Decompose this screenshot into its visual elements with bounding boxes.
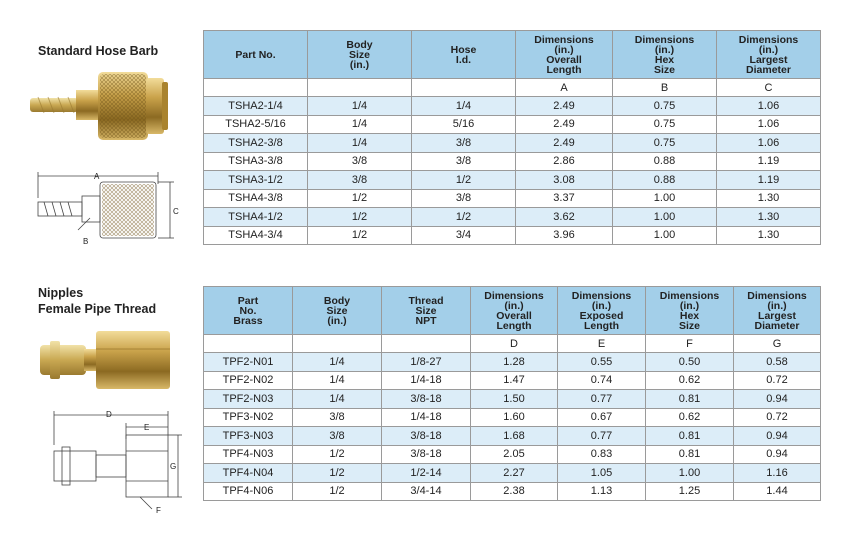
table-cell: 3.62: [516, 208, 613, 227]
table-row: [204, 97, 821, 116]
table-row: [204, 208, 821, 227]
table-cell: 3/4-14: [382, 482, 471, 501]
table-cell: 1.28: [471, 353, 558, 372]
section1-title: Standard Hose Barb: [38, 44, 159, 58]
part-number-cell: TSHA2-3/8: [204, 134, 308, 153]
dimension-letter-cell: D: [471, 335, 558, 353]
table-cell: 0.81: [646, 390, 734, 409]
table-cell: 1.50: [471, 390, 558, 409]
dimension-letter-cell: F: [646, 335, 734, 353]
dimension-letter-row: [204, 335, 821, 353]
table-cell: 1.06: [717, 134, 821, 153]
table-cell: 3/8: [293, 427, 382, 446]
table-cell: 0.62: [646, 371, 734, 390]
table-row: [204, 408, 821, 427]
table-row: [204, 226, 821, 245]
table-cell: 3/8: [308, 152, 412, 171]
dim-label-b: B: [83, 237, 89, 246]
table-cell: 1.00: [613, 226, 717, 245]
table-cell: 3/8-18: [382, 445, 471, 464]
dim-label-a: A: [94, 172, 100, 181]
table-row: [204, 464, 821, 483]
dimension-letter-cell: [412, 79, 516, 97]
col-header-thread-size: Thread Size NPT: [382, 287, 471, 335]
table-cell: 3/8: [293, 408, 382, 427]
table-cell: 1/2: [308, 208, 412, 227]
part-number-cell: TPF2-N03: [204, 390, 293, 409]
dim-label-e: E: [144, 423, 150, 432]
table-cell: 1/4: [308, 134, 412, 153]
dimension-letter-cell: [204, 79, 308, 97]
table-cell: 1/4: [412, 97, 516, 116]
table-cell: 1/2: [293, 482, 382, 501]
table-row: [204, 134, 821, 153]
table-cell: 0.75: [613, 134, 717, 153]
table-cell: 0.94: [734, 390, 821, 409]
col-header-body-size: Body Size (in.): [308, 31, 412, 79]
table-cell: 1/4: [308, 115, 412, 134]
table-cell: 0.74: [558, 371, 646, 390]
part-number-cell: TPF3-N02: [204, 408, 293, 427]
table-row: [204, 353, 821, 372]
part-number-cell: TPF4-N06: [204, 482, 293, 501]
part-number-cell: TSHA3-3/8: [204, 152, 308, 171]
table-row: [204, 371, 821, 390]
part-number-cell: TPF4-N03: [204, 445, 293, 464]
section2-title-line1: Nipples: [38, 286, 84, 300]
table-row: [204, 427, 821, 446]
table-cell: 1/8-27: [382, 353, 471, 372]
part-number-cell: TPF2-N02: [204, 371, 293, 390]
table-cell: 2.49: [516, 115, 613, 134]
table-row: [204, 390, 821, 409]
table-cell: 3.37: [516, 189, 613, 208]
table-cell: 1.30: [717, 208, 821, 227]
col-header-largest-diameter: Dimensions (in.) Largest Diameter: [717, 31, 821, 79]
table-cell: 1.30: [717, 189, 821, 208]
table-row: [204, 482, 821, 501]
table-cell: 1/4: [293, 353, 382, 372]
table-cell: 1.05: [558, 464, 646, 483]
table-cell: 0.62: [646, 408, 734, 427]
table-cell: 3/8-18: [382, 390, 471, 409]
table-cell: 1.25: [646, 482, 734, 501]
table-cell: 1.13: [558, 482, 646, 501]
col-header-overall-length: Dimensions (in.) Overall Length: [471, 287, 558, 335]
table-cell: 0.94: [734, 445, 821, 464]
table-cell: 3/8: [412, 152, 516, 171]
table-cell: 1.30: [717, 226, 821, 245]
table-cell: 1.00: [613, 189, 717, 208]
table-cell: 1.60: [471, 408, 558, 427]
table-cell: 0.72: [734, 371, 821, 390]
table-cell: 1/2-14: [382, 464, 471, 483]
part-number-cell: TSHA4-3/8: [204, 189, 308, 208]
table-cell: 3/8: [308, 171, 412, 190]
table-cell: 1/2: [412, 208, 516, 227]
nipple-dimension-drawing: [40, 405, 190, 517]
table-cell: 3.96: [516, 226, 613, 245]
table-cell: 0.72: [734, 408, 821, 427]
table-cell: 2.49: [516, 97, 613, 116]
col-header-part-no-brass: Part No. Brass: [204, 287, 293, 335]
table-cell: 1/4: [293, 390, 382, 409]
part-number-cell: TSHA2-5/16: [204, 115, 308, 134]
part-number-cell: TPF3-N03: [204, 427, 293, 446]
dimension-letter-cell: E: [558, 335, 646, 353]
col-header-hex-size: Dimensions (in.) Hex Size: [613, 31, 717, 79]
table-cell: 1.06: [717, 97, 821, 116]
table-cell: 0.81: [646, 445, 734, 464]
col-header-body-size: Body Size (in.): [293, 287, 382, 335]
table-cell: 2.86: [516, 152, 613, 171]
dimension-letter-cell: C: [717, 79, 821, 97]
part-number-cell: TSHA4-3/4: [204, 226, 308, 245]
dim-label-c: C: [173, 207, 179, 216]
table-cell: 1/2: [412, 171, 516, 190]
nipple-table: [203, 286, 821, 501]
table-cell: 1.19: [717, 152, 821, 171]
part-number-cell: TSHA3-1/2: [204, 171, 308, 190]
nipple-photo: [36, 325, 176, 395]
hose-barb-dimension-drawing: [28, 168, 188, 252]
table-row: [204, 171, 821, 190]
table-row: [204, 152, 821, 171]
hose-barb-table: [203, 30, 821, 245]
table-cell: 0.94: [734, 427, 821, 446]
table-cell: 2.27: [471, 464, 558, 483]
dim-label-d: D: [106, 410, 112, 419]
table-cell: 1.19: [717, 171, 821, 190]
hose-barb-coupler-photo: [28, 64, 178, 150]
part-number-cell: TPF2-N01: [204, 353, 293, 372]
table-cell: 1.16: [734, 464, 821, 483]
table-cell: 0.77: [558, 390, 646, 409]
table-cell: 0.81: [646, 427, 734, 446]
table-cell: 1/4: [308, 97, 412, 116]
table-cell: 1/2: [308, 226, 412, 245]
table-cell: 1.44: [734, 482, 821, 501]
table-cell: 0.75: [613, 97, 717, 116]
table-cell: 2.05: [471, 445, 558, 464]
dimension-letter-cell: [382, 335, 471, 353]
table-cell: 3/8-18: [382, 427, 471, 446]
table-row: [204, 115, 821, 134]
dimension-letter-cell: G: [734, 335, 821, 353]
dimension-letter-cell: [204, 335, 293, 353]
table-cell: 3/4: [412, 226, 516, 245]
table-cell: 1.68: [471, 427, 558, 446]
table-cell: 0.50: [646, 353, 734, 372]
table-cell: 3/8: [412, 189, 516, 208]
table-cell: 0.83: [558, 445, 646, 464]
dim-label-f: F: [156, 506, 161, 515]
table-cell: 0.75: [613, 115, 717, 134]
table-cell: 1/2: [293, 464, 382, 483]
dimension-letter-cell: [293, 335, 382, 353]
table-cell: 3.08: [516, 171, 613, 190]
col-header-hose-id: Hose I.d.: [412, 31, 516, 79]
table-cell: 1.47: [471, 371, 558, 390]
table-cell: 1/4-18: [382, 371, 471, 390]
col-header-largest-diameter: Dimensions (in.) Largest Diameter: [734, 287, 821, 335]
table-cell: 2.38: [471, 482, 558, 501]
part-number-cell: TSHA4-1/2: [204, 208, 308, 227]
table-cell: 0.88: [613, 152, 717, 171]
part-number-cell: TSHA2-1/4: [204, 97, 308, 116]
dimension-letter-row: [204, 79, 821, 97]
table-cell: 0.88: [613, 171, 717, 190]
table-cell: 0.67: [558, 408, 646, 427]
table-cell: 1/2: [308, 189, 412, 208]
col-header-hex-size: Dimensions (in.) Hex Size: [646, 287, 734, 335]
table-cell: 1.06: [717, 115, 821, 134]
table-cell: 1/2: [293, 445, 382, 464]
table-row: [204, 445, 821, 464]
table-row: [204, 189, 821, 208]
table-cell: 2.49: [516, 134, 613, 153]
table-cell: 1/4: [293, 371, 382, 390]
table-cell: 0.77: [558, 427, 646, 446]
table-cell: 1.00: [646, 464, 734, 483]
table-cell: 0.55: [558, 353, 646, 372]
dim-label-g: G: [170, 462, 177, 471]
table-cell: 0.58: [734, 353, 821, 372]
col-header-part-no: Part No.: [204, 31, 308, 79]
table-cell: 1.00: [613, 208, 717, 227]
section2-title-line2: Female Pipe Thread: [38, 302, 157, 316]
table-cell: 3/8: [412, 134, 516, 153]
dimension-letter-cell: [308, 79, 412, 97]
part-number-cell: TPF4-N04: [204, 464, 293, 483]
dimension-letter-cell: A: [516, 79, 613, 97]
table-cell: 1/4-18: [382, 408, 471, 427]
dimension-letter-cell: B: [613, 79, 717, 97]
table-cell: 5/16: [412, 115, 516, 134]
col-header-overall-length: Dimensions (in.) Overall Length: [516, 31, 613, 79]
col-header-exposed-length: Dimensions (in.) Exposed Length: [558, 287, 646, 335]
